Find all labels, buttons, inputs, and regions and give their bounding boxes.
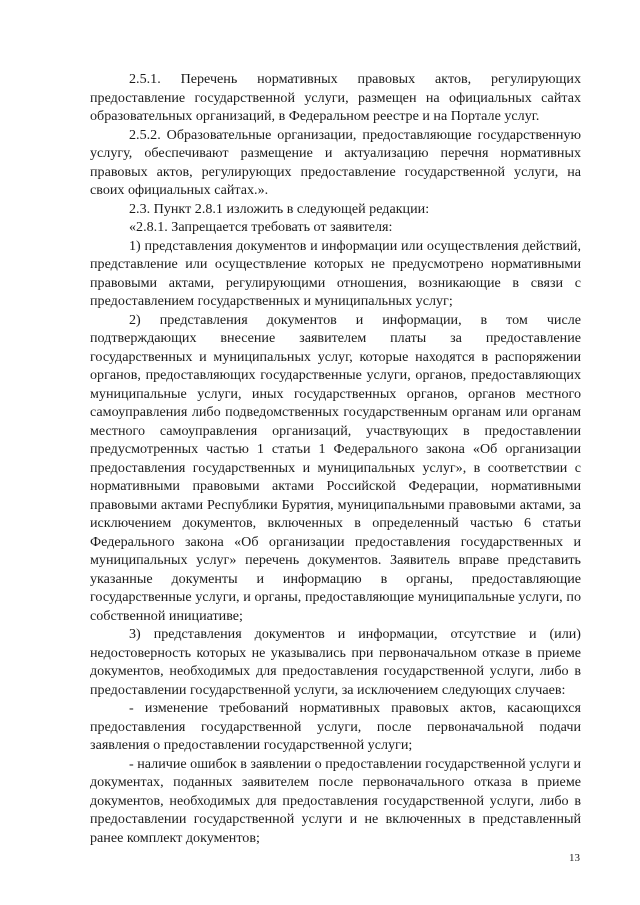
paragraph-2-5-1: 2.5.1. Перечень нормативных правовых актов, регулирующих предоставление государственной услуги, размещен на официальных сайтах образовательных организаций, в Федеральном реестре и на Портале услуг. [90,71,581,124]
page-number: 13 [569,852,580,864]
paragraph-2-3: 2.3. Пункт 2.8.1 изложить в следующей редакции: [129,200,430,217]
list-item-3: 3) представления документов и информации, отсутствие и (или) недостоверность которых не указывались при первоначальном отказе в приеме документов, необходимых для предоставления государственной услуги, либо в предоставлении государственной услуги, за исключением следующих случаев: [90,626,581,698]
paragraph-2-5-2: 2.5.2. Образовательные организации, предоставляющие государственную услугу, обеспечивают размещение и актуализацию перечня нормативных правовых актов, регулирующих предоставление государственной услуги, на своих официальных сайтах.». [90,126,581,198]
dash-item-2: - наличие ошибок в заявлении о предоставлении государственной услуги и документах, поданных заявителем после первоначального отказа в приеме документов, необходимых для предоставления государственной услуги, либо в предоставлении государственной услуги и не включенных в представленный ранее комплект документов; [90,755,581,846]
list-item-2: 2) представления документов и информации, в том числе подтверждающих внесение заявителем платы за предоставление государственных и муниципальных услуг, которые находятся в распоряжении органов, предоставляющих государственные услуги, органов, предоставляющих муниципальные услуги, иных государственных органов, органов местного самоуправления либо подведомственных государственным органам или органам местного самоуправления организаций, участвующих в предоставлении предусмотренных частью 1 статьи 1 Федерального закона «Об организации предоставления государственных и муниципальных услуг», в соответствии с нормативными правовыми актами Российской Федерации, нормативными правовыми актами Республики Бурятия, муниципальными правовыми актами, за исключением документов, включенных в определенный частью 6 статьи Федерального закона «Об организации предоставления государственных и муниципальных услуг» перечень документов. Заявитель вправе представить указанные документы и информацию в органы, предоставляющие государственные услуги, и органы, предоставляющие муниципальные услуги, по собственной инициативе; [90,311,581,624]
document-body [90,70,581,847]
list-item-1: 1) представления документов и информации или осуществления действий, представление или осуществление которых не предусмотрено нормативными правовыми актами, регулирующими отношения, возникающие в связи с предоставлением государственных и муниципальных услуг; [90,237,581,309]
dash-item-1: - изменение требований нормативных правовых актов, касающихся предоставления государственной услуги, после первоначальной подачи заявления о предоставлении государственной услуги; [90,700,581,753]
paragraph-2-8-1: «2.8.1. Запрещается требовать от заявителя: [129,219,393,235]
